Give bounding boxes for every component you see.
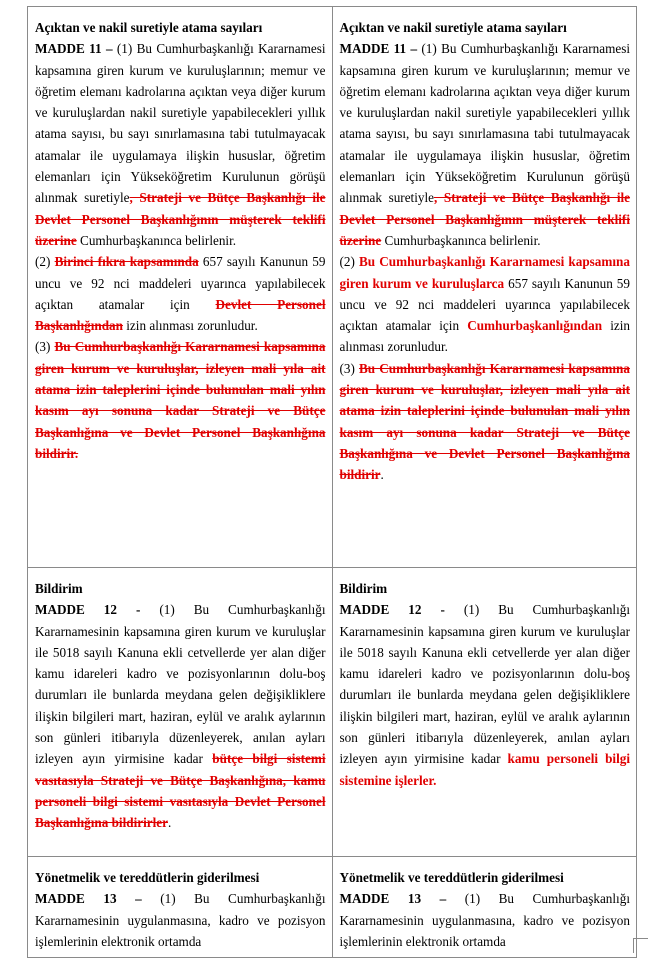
text-run: (1) Bu Cumhurbaşkanlığı Kararnamesinin kapsamına giren kurum ve kuruluşlar ile 5018 sayılı Kanuna ekli cetvellerde yer alan diğer kamu idareleri kadro ve pozisyonlarının dolu-boş durumları ile bunlarda meydana gelen değişikliklere ilişkin bilgileri mart, haziran, eylül ve aralık aylarının son günleri itibarıyla düzenleyerek, anılan ayları izleyen ayın yirmisine kadar — [339, 602, 630, 767]
article-number: MADDE 12 - — [35, 602, 141, 618]
text-run: (1) Bu Cumhurbaşkanlığı Kararnamesinin kapsamına giren kurum ve kuruluşlar ile 5018 sayılı Kanuna ekli cetvellerde yer alan diğer kamu idareleri kadro ve pozisyonlarının dolu-boş durumları ile bunlarda meydana gelen değişikliklere ilişkin bilgileri mart, haziran, eylül ve aralık aylarının son günleri itibarıyla düzenleyerek, anılan ayları izleyen ayın yirmisine kadar — [35, 602, 326, 767]
paragraph — [35, 336, 326, 464]
text-run: (2) — [339, 254, 359, 270]
article-heading: Açıktan ve nakil suretiyle atama sayıları — [35, 20, 263, 35]
table-cell-new — [332, 568, 637, 857]
paragraph — [35, 888, 326, 952]
paragraph — [340, 599, 631, 791]
paragraph — [340, 38, 631, 251]
deleted-text: Birinci fıkra kapsamında — [54, 254, 199, 270]
text-run: (1) Bu Cumhurbaşkanlığı Kararnamesi kapsamına giren kurum ve kuruluşlarının; memur ve öğretim elemanı kadrolarına açıktan veya diğer kurum ve kuruluşlardan nakil suretiyle yapabilecekleri yıllık atama sayısı, bu sayı sınırlamasına tabi tutulmayacak atamalar ile uygulamaya ilişkin hususlar, öğretim elemanları için Yükseköğretim Kurulunun görüşü alınmak suretiyle — [35, 41, 326, 206]
text-run: 657 sayılı Kanunun 59 uncu ve 92 nci maddeleri uyarınca yapılabilecek açıktan atamalar için — [339, 275, 630, 334]
paragraph — [35, 599, 326, 833]
paragraph — [340, 888, 631, 952]
deleted-text: , Strateji ve Bütçe Başkanlığı ile Devlet Personel Başkanlığının müşterek teklifi üzerine — [35, 190, 326, 248]
article-heading: Bildirim — [35, 581, 83, 596]
article-number: MADDE 11 – — [35, 41, 113, 57]
table-cell-new — [332, 7, 637, 568]
text-run: (3) — [35, 339, 55, 355]
text-run: . — [168, 815, 172, 831]
text-run: izin alınması zorunludur. — [122, 318, 258, 334]
article-number: MADDE 13 – — [339, 891, 447, 907]
text-run: (1) Bu Cumhurbaşkanlığı Kararnamesinin uygulanmasına, kadro ve pozisyon işlemlerinin elektronik ortamda — [35, 891, 326, 949]
text-run: (2) — [35, 254, 55, 270]
comparison-table-container — [27, 6, 637, 958]
paragraph — [340, 251, 631, 357]
deleted-text: bütçe bilgi sistemi vasıtasıyla Strateji ve Bütçe Başkanlığına, kamu personeli bilgi sistemi vasıtasıyla Devlet Personel Başkanlığına bildirirler — [35, 751, 326, 831]
table-cell-old — [28, 568, 333, 857]
text-run: . — [380, 467, 384, 483]
inserted-text: Bu Cumhurbaşkanlığı Kararnamesi kapsamına giren kurum ve kuruluşlarca — [339, 254, 630, 291]
deleted-text: , Strateji ve Bütçe Başkanlığı ile Devlet Personel Başkanlığının müşterek teklifi üzerine — [339, 190, 631, 248]
deleted-text: Bu Cumhurbaşkanlığı Kararnamesi kapsamına giren kurum ve kuruluşlar, izleyen mali yıla ait atama izin taleplerini içinde bulunulan mali yılın kasım ayı sonuna kadar Strateji ve Bütçe Başkanlığına ve Devlet Personel Başkanlığına bildirir. — [35, 339, 326, 461]
comparison-table — [27, 6, 637, 958]
article-number: MADDE 12 - — [339, 602, 445, 618]
table-row — [28, 857, 637, 958]
article-heading: Yönetmelik ve tereddütlerin giderilmesi — [35, 870, 260, 885]
deleted-text: Devlet Personel Başkanlığından — [35, 296, 326, 334]
text-run: izin alınması zorunludur. — [339, 318, 630, 355]
text-run: (3) — [339, 360, 359, 376]
table-row — [28, 7, 637, 568]
page-corner-mark — [633, 938, 648, 953]
text-run: (1) Bu Cumhurbaşkanlığı Kararnamesinin uygulanmasına, kadro ve pozisyon işlemlerinin elektronik ortamda — [339, 891, 630, 949]
table-cell-new — [332, 857, 637, 958]
article-number: MADDE 13 – — [35, 891, 142, 907]
table-cell-old — [28, 857, 333, 958]
deleted-text: Bu Cumhurbaşkanlığı Kararnamesi kapsamına giren kurum ve kuruluşlar, izleyen mali yıla ait atama izin taleplerini içinde bulunulan mali yılın kasım ayı sonuna kadar Strateji ve Bütçe Başkanlığına ve Devlet Personel Başkanlığına bildirir — [339, 360, 630, 483]
article-number: MADDE 11 – — [339, 41, 418, 57]
text-run: Cumhurbaşkanınca belirlenir. — [381, 232, 541, 248]
inserted-text: Cumhurbaşkanlığından — [467, 318, 603, 334]
inserted-text: kamu personeli bilgi sistemine işlerler. — [339, 751, 630, 788]
article-heading: Açıktan ve nakil suretiyle atama sayıları — [339, 20, 567, 35]
paragraph — [340, 358, 631, 486]
table-cell-old — [28, 7, 333, 568]
article-heading: Yönetmelik ve tereddütlerin giderilmesi — [339, 870, 564, 885]
paragraph — [35, 38, 326, 251]
article-heading: Bildirim — [339, 581, 388, 596]
text-run: (1) Bu Cumhurbaşkanlığı Kararnamesi kapsamına giren kurum ve kuruluşlarının; memur ve öğretim elemanı kadrolarına açıktan veya diğer kurum ve kuruluşlardan nakil suretiyle yapabilecekleri yıllık atama sayısı, bu sayı sınırlamasına tabi tutulmayacak atamalar ile uygulamaya ilişkin hususlar, öğretim elemanları için Yükseköğretim Kurulunun görüşü alınmak suretiyle — [339, 41, 630, 206]
table-row — [28, 568, 637, 857]
paragraph — [35, 251, 326, 336]
text-run: 657 sayılı Kanunun 59 uncu ve 92 nci maddeleri uyarınca yapılabilecek açıktan atamalar için — [35, 254, 326, 312]
text-run: Cumhurbaşkanınca belirlenir. — [76, 232, 237, 248]
